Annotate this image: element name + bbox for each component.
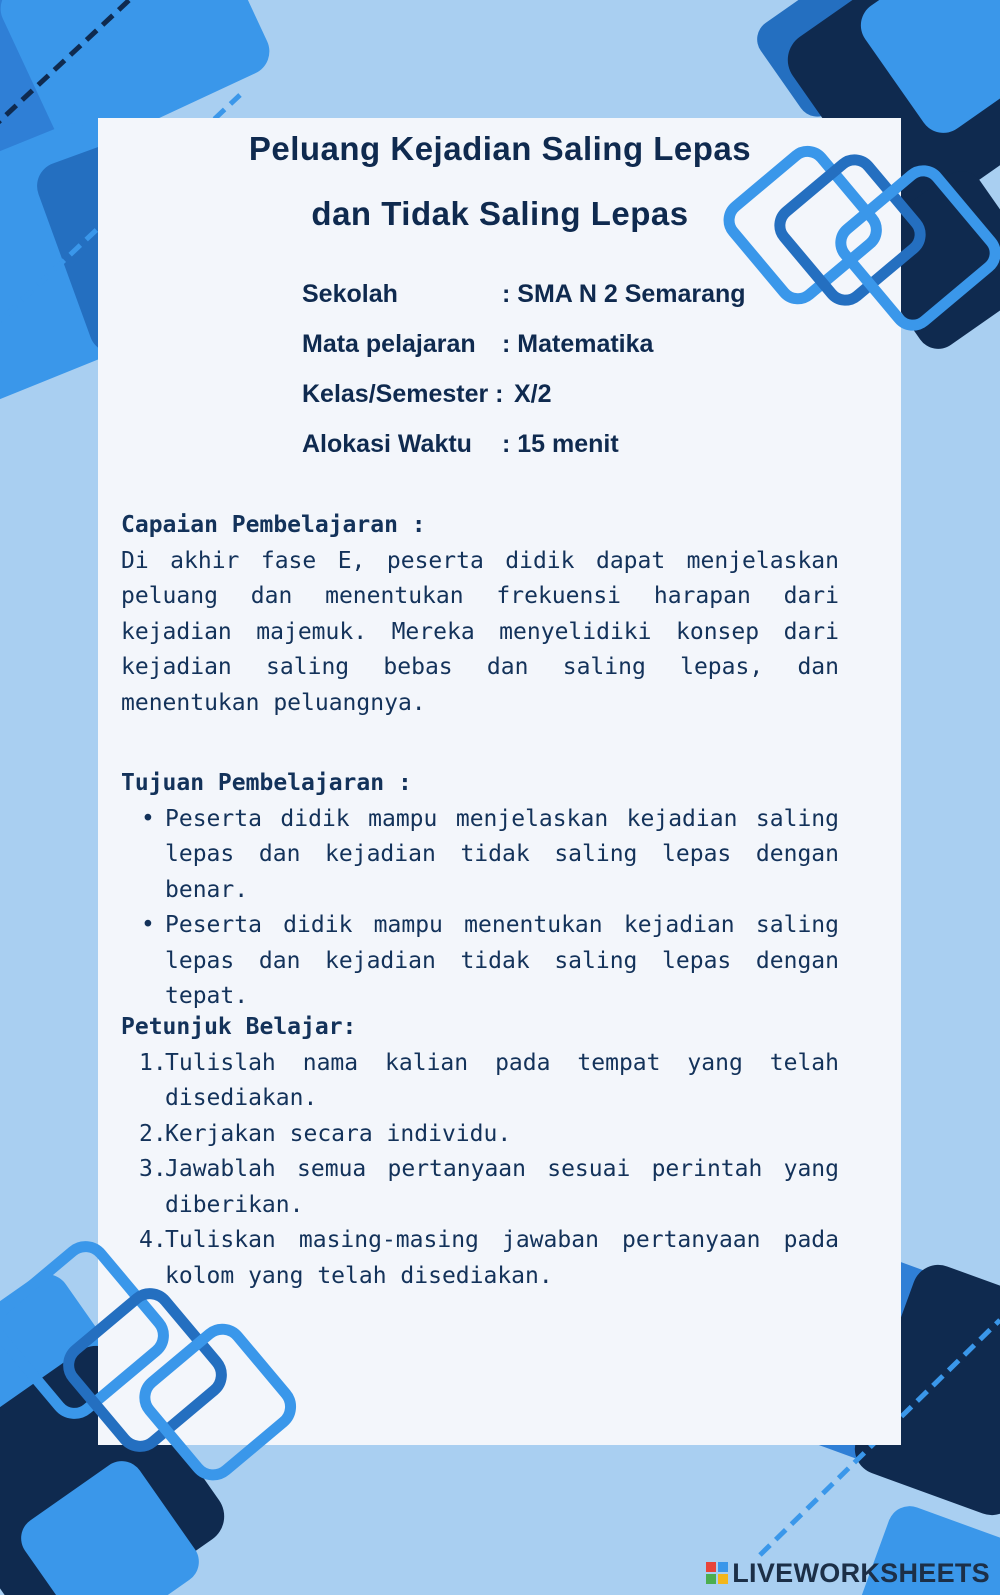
info-value: : Matematika — [502, 330, 654, 358]
list-item — [121, 1117, 839, 1153]
liveworksheets-logo-icon — [706, 1562, 728, 1584]
list-item — [121, 1223, 839, 1294]
section-heading: Petunjuk Belajar: — [121, 1014, 357, 1040]
list-item — [121, 1152, 839, 1223]
section-heading: Tujuan Pembelajaran : — [121, 770, 412, 796]
info-label: Mata pelajaran — [302, 330, 476, 358]
petunjuk-section — [121, 1010, 839, 1294]
capaian-section — [121, 508, 839, 721]
list-number: 4. — [139, 1227, 167, 1253]
list-item — [121, 908, 839, 1015]
info-value: X/2 — [514, 380, 552, 408]
list-item-text: Peserta didik mampu menjelaskan kejadian saling lepas dan kejadian tidak saling lepas dengan benar. — [165, 805, 839, 903]
page-title-line-1: Peluang Kejadian Saling Lepas — [248, 130, 752, 167]
info-label: Kelas/Semester : — [302, 380, 504, 408]
list-item-text: Peserta didik mampu menentukan kejadian saling lepas dan kejadian tidak saling lepas dengan tepat. — [165, 912, 839, 1009]
petunjuk-list — [121, 1046, 839, 1295]
list-item-text: Tulislah nama kalian pada tempat yang telah disediakan. — [165, 1049, 839, 1111]
page-title-line-2: dan Tidak Saling Lepas — [311, 195, 689, 232]
section-heading: Capaian Pembelajaran : — [121, 512, 426, 538]
info-value: : SMA N 2 Semarang — [502, 280, 746, 308]
info-value: : 15 menit — [502, 430, 619, 458]
list-item-text: Tuliskan masing-masing jawaban pertanyaan pada kolom yang telah disediakan. — [165, 1227, 839, 1289]
info-label: Alokasi Waktu — [302, 430, 472, 458]
list-item-text: Jawablah semua pertanyaan sesuai perintah yang diberikan. — [165, 1156, 839, 1218]
brand-name: LIVEWORKSHEETS — [732, 1557, 990, 1588]
list-number: 3. — [139, 1156, 167, 1182]
info-label: Sekolah — [302, 280, 398, 308]
list-item — [121, 1046, 839, 1117]
bullet-icon: • — [141, 805, 155, 832]
list-item — [121, 802, 839, 909]
tujuan-list — [121, 802, 839, 1015]
bullet-icon: • — [141, 912, 155, 938]
list-number: 2. — [139, 1120, 167, 1147]
list-item-text: Kerjakan secara individu. — [165, 1120, 512, 1147]
liveworksheets-brand — [706, 1557, 990, 1589]
list-number: 1. — [139, 1049, 167, 1076]
tujuan-section — [121, 766, 839, 1015]
section-paragraph: Di akhir fase E, peserta didik dapat menjelaskan peluang dan menentukan frekuensi harapan dari kejadian majemuk. Mereka menyelidiki konsep dari kejadian saling bebas dan saling lepas, dan menentukan peluangnya. — [121, 547, 839, 716]
